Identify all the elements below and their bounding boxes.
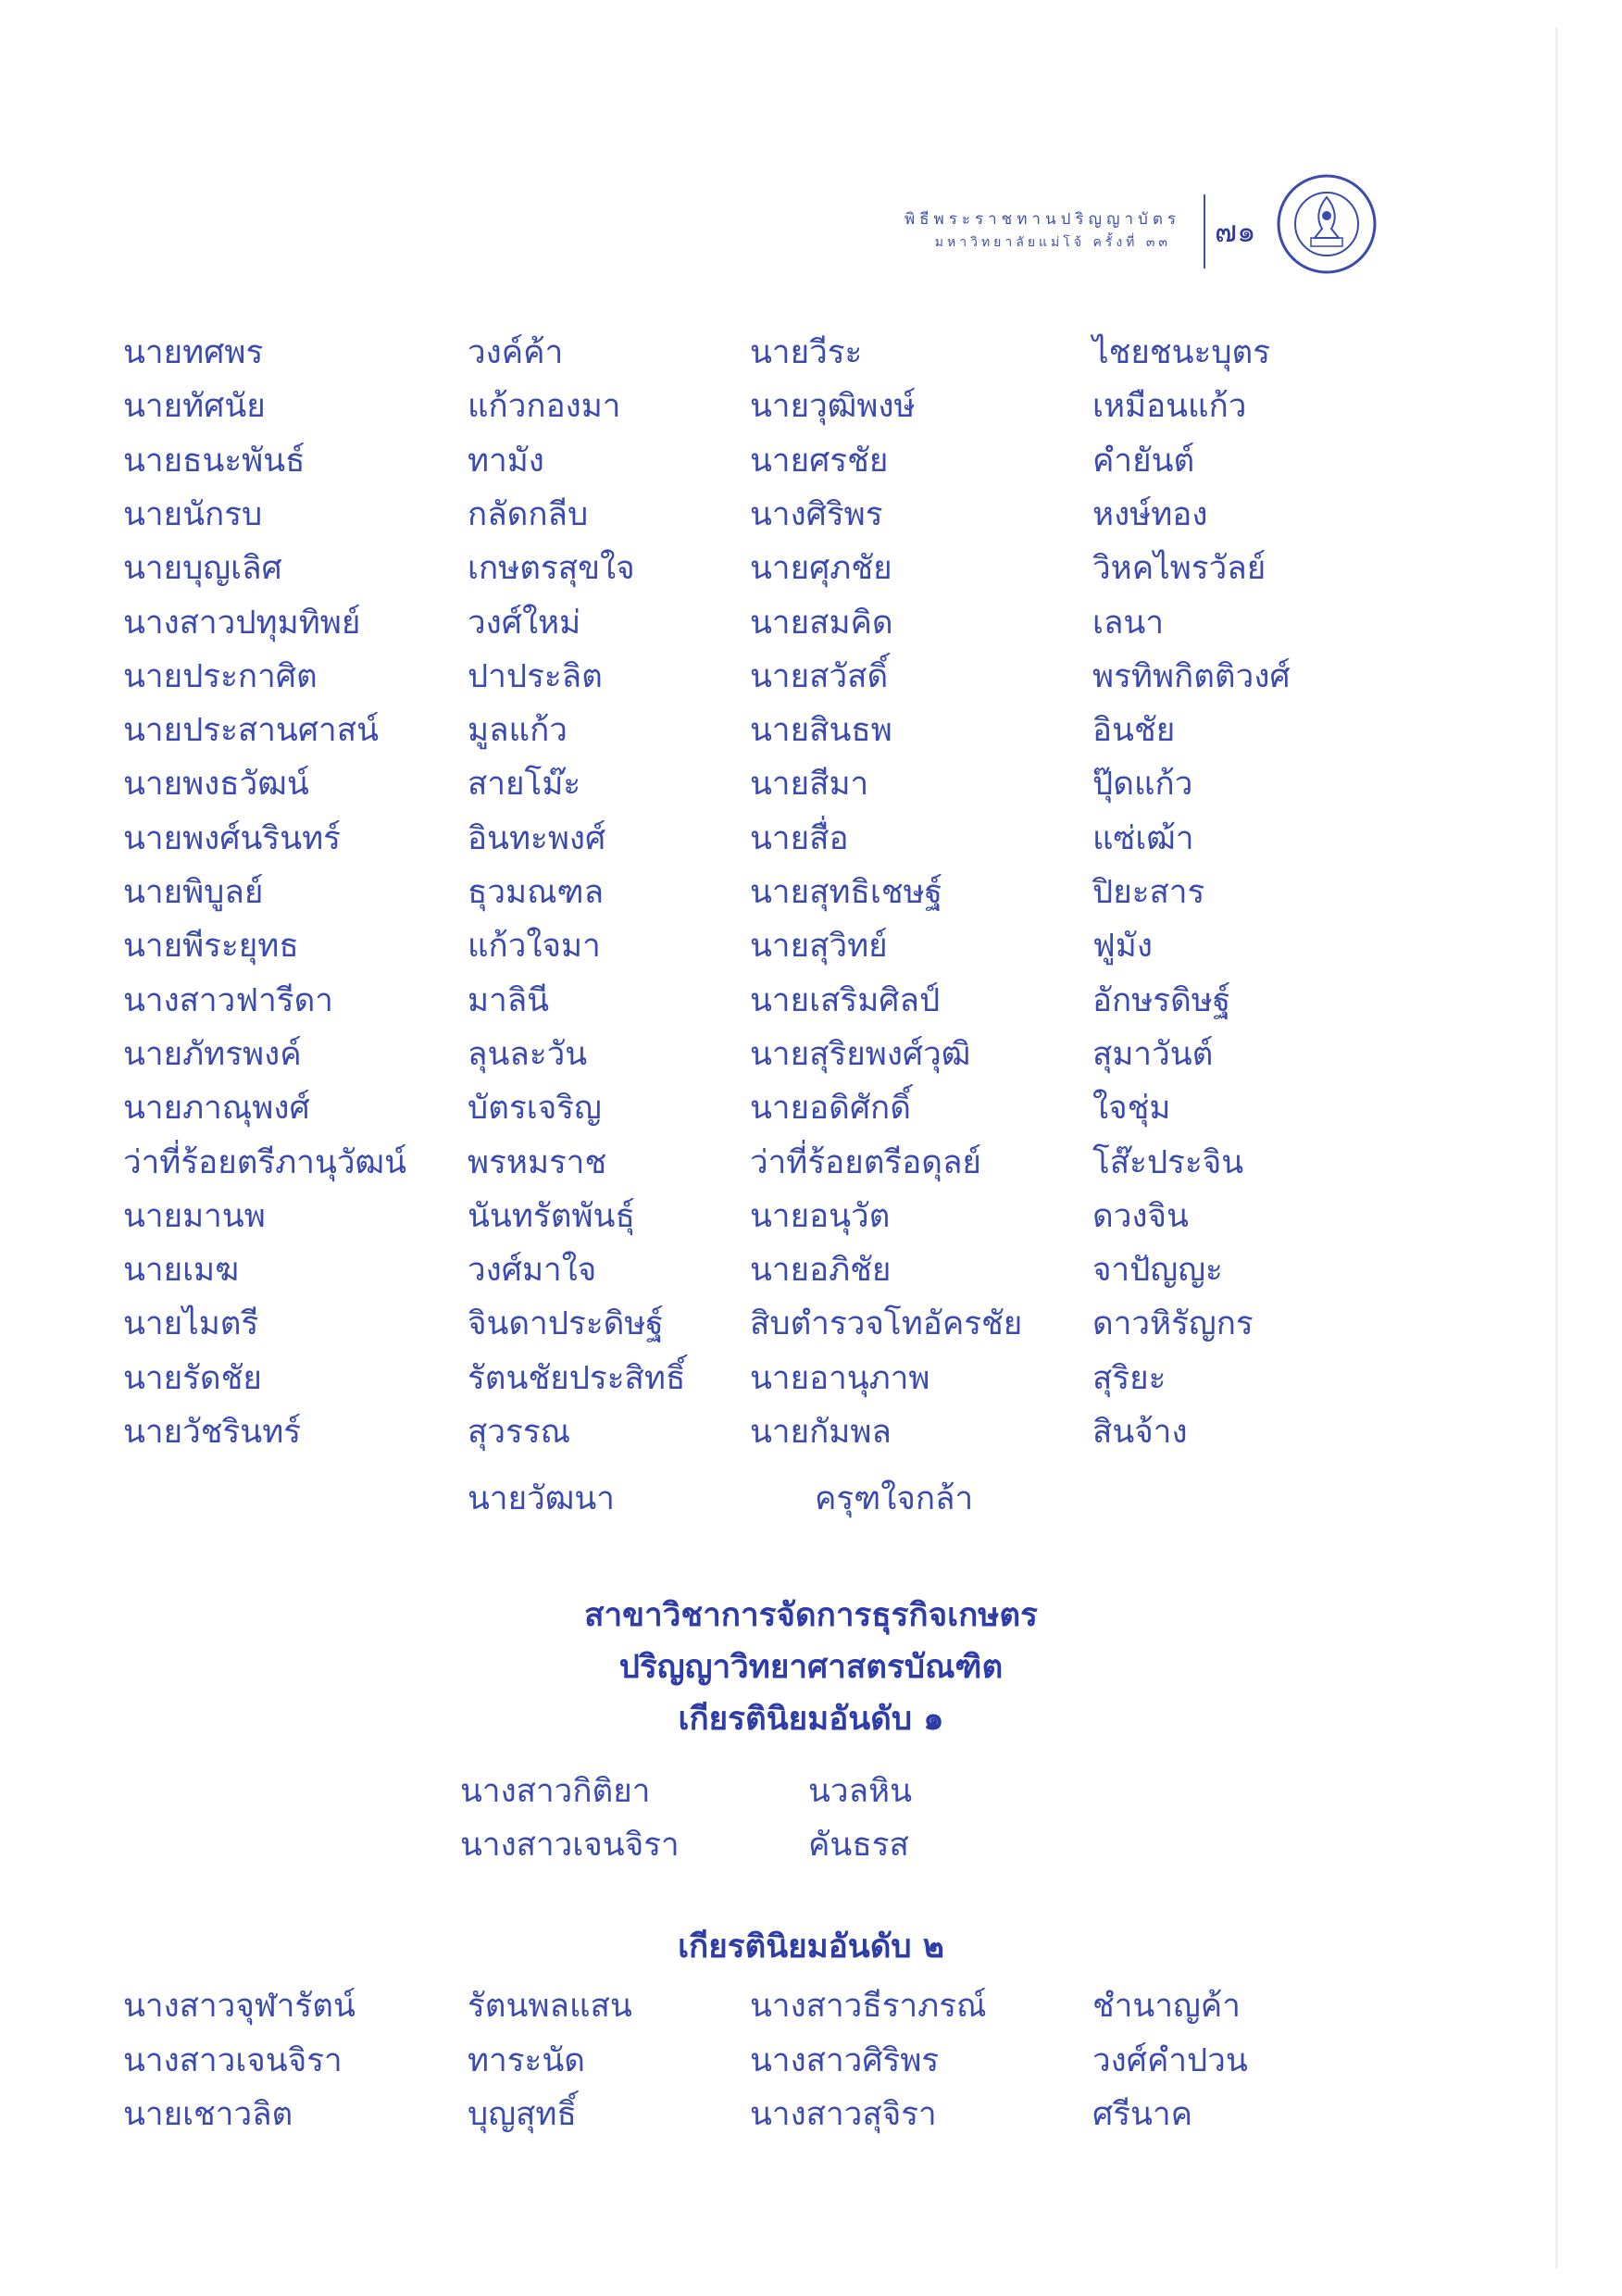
- surname: จินดาประดิษฐ์: [468, 1305, 664, 1343]
- surname: คันธรส: [808, 1827, 909, 1864]
- graduate-name-row: [0, 650, 1622, 704]
- surname: ฟูมัง: [1092, 928, 1153, 966]
- given-name: นายประกาศิต: [123, 657, 318, 695]
- given-name: นายบุญเลิศ: [123, 550, 282, 588]
- given-name: นายสุริยพงศ์วุฒิ: [750, 1035, 971, 1073]
- given-name: นายกัมพล: [750, 1414, 892, 1451]
- honor-2-name-row: [0, 2034, 1622, 2088]
- graduate-name-row: [0, 326, 1622, 380]
- surname: บัตรเจริญ: [468, 1090, 602, 1128]
- surname: กลัดกลีบ: [468, 495, 589, 533]
- given-name: นายทัศนัย: [123, 388, 266, 426]
- surname: สุวรรณ: [468, 1414, 571, 1451]
- given-name: นายอดิศักดิ์: [750, 1090, 911, 1128]
- given-name: นายมานพ: [123, 1197, 266, 1235]
- honor-1-name-row: [0, 1765, 1622, 1818]
- given-name: นายสื่อ: [750, 819, 849, 857]
- surname: มาลินี: [468, 981, 550, 1019]
- graduate-name-row: [0, 1297, 1622, 1351]
- surname: ธุวมณฑล: [468, 874, 605, 911]
- given-name: ว่าที่ร้อยตรีภานุวัฒน์: [123, 1143, 407, 1181]
- surname: วงศ์มาใจ: [468, 1252, 597, 1290]
- graduate-name-row: [0, 1352, 1622, 1405]
- given-name: นายวัชรินทร์: [123, 1414, 302, 1451]
- graduate-name-row: [0, 434, 1622, 488]
- surname: ลุนละวัน: [468, 1035, 588, 1073]
- given-name: นางสาวปทุมทิพย์: [123, 604, 361, 642]
- surname: สุริยะ: [1092, 1359, 1167, 1397]
- graduate-name-row: [0, 974, 1622, 1028]
- graduate-name-row: [0, 1190, 1622, 1243]
- page-header: [889, 171, 1389, 273]
- given-name: นายสุวิทย์: [750, 928, 888, 966]
- given-name: นายพงธวัฒน์: [123, 766, 309, 804]
- ceremony-title: พิธีพระราชทานปริญญาบัตร: [904, 210, 1180, 229]
- graduate-name-row: [0, 1136, 1622, 1190]
- given-name: นางสาวศิริพร: [750, 2041, 940, 2079]
- surname: ปุ๊ดแก้ว: [1092, 766, 1193, 804]
- surname: พรหมราช: [468, 1143, 607, 1181]
- given-name: นายสุทธิเชษฐ์: [750, 874, 942, 911]
- given-name: นายนักรบ: [123, 495, 263, 533]
- honor-2-title: เกียรตินิยมอันดับ ๒: [678, 1928, 944, 1965]
- given-name: นายเชาวลิต: [123, 2096, 293, 2133]
- given-name: นายอภิชัย: [750, 1252, 892, 1290]
- section-title: สาขาวิชาการจัดการธุรกิจเกษตร: [584, 1597, 1038, 1634]
- surname: ไชยชนะบุตร: [1092, 334, 1271, 371]
- university-seal-logo: [1276, 173, 1378, 275]
- graduate-name-row: [0, 542, 1622, 595]
- graduate-name-row: [0, 757, 1622, 811]
- given-name: นายสวัสดิ์: [750, 657, 889, 695]
- given-name: นายอานุภาพ: [750, 1359, 930, 1397]
- surname: นวลหิน: [808, 1773, 913, 1810]
- graduate-name-row: [0, 1243, 1622, 1297]
- degree-title: ปริญญาวิทยาศาสตรบัณฑิต: [618, 1649, 1004, 1686]
- honor-2-name-row: [0, 1979, 1622, 2033]
- given-name: นายภัทรพงค์: [123, 1035, 302, 1073]
- given-name: นางสาวกิติยา: [460, 1773, 651, 1810]
- surname: เกษตรสุขใจ: [468, 550, 635, 588]
- surname: ครุฑใจกล้า: [815, 1480, 974, 1517]
- honor-1-title: เกียรตินิยมอันดับ ๑: [678, 1701, 944, 1738]
- header-divider: [1204, 194, 1205, 268]
- graduate-name-row: [0, 704, 1622, 757]
- given-name: นายพีระยุทธ: [123, 928, 299, 966]
- surname: บุญสุทธิ์: [468, 2096, 577, 2133]
- given-name: นายสีมา: [750, 766, 869, 804]
- surname: หงษ์ทอง: [1092, 495, 1208, 533]
- honor-2-name-row: [0, 2088, 1622, 2141]
- given-name: นายอนุวัต: [750, 1197, 891, 1235]
- university-edition: มหาวิทยาลัยแม่โจ้ ครั้งที่ ๓๓: [934, 235, 1171, 250]
- given-name: นายศรชัย: [750, 442, 889, 480]
- surname: สินจ้าง: [1092, 1414, 1188, 1451]
- graduate-name-row: [0, 919, 1622, 973]
- honor-1-name-row: [0, 1818, 1622, 1872]
- surname: ชำนาญค้า: [1092, 1988, 1241, 2025]
- given-name: นายไมตรี: [123, 1305, 259, 1343]
- given-name: นายพงศ์นรินทร์: [123, 819, 341, 857]
- graduate-name-row: [0, 1472, 1622, 1526]
- surname: สายโม๊ะ: [468, 766, 581, 804]
- surname: ใจชุ่ม: [1092, 1090, 1171, 1128]
- given-name: นายรัดชัย: [123, 1359, 262, 1397]
- surname: ศรีนาค: [1092, 2096, 1193, 2133]
- given-name: นายสมคิด: [750, 604, 893, 642]
- surname: โส๊ะประจิน: [1092, 1143, 1244, 1181]
- given-name: นายภาณุพงศ์: [123, 1090, 310, 1128]
- graduate-name-row: [0, 1081, 1622, 1135]
- given-name: นางสาวธีราภรณ์: [750, 1988, 987, 2025]
- given-name: นายเมฆ: [123, 1252, 240, 1290]
- given-name: นางสาวจุฬารัตน์: [123, 1988, 356, 2025]
- surname: วิหคไพรวัลย์: [1092, 550, 1266, 588]
- graduate-name-row: [0, 812, 1622, 866]
- given-name: ว่าที่ร้อยตรีอดุลย์: [750, 1143, 981, 1181]
- given-name: นางสาวฟารีดา: [123, 981, 333, 1019]
- page-number: ๗๑: [1215, 214, 1256, 249]
- surname: วงศ์คำปวน: [1092, 2041, 1248, 2079]
- given-name: นายประสานศาสน์: [123, 712, 380, 750]
- given-name: นางสาวเจนจิรา: [123, 2041, 343, 2079]
- surname: คำยันต์: [1092, 442, 1195, 480]
- surname: แก้วใจมา: [468, 928, 601, 966]
- given-name: นายศุภชัย: [750, 550, 892, 588]
- surname: รัตนพลแสน: [468, 1988, 632, 2025]
- surname: แก้วกองมา: [468, 388, 621, 426]
- surname: จาปัญญะ: [1092, 1252, 1223, 1290]
- surname: ทาระนัด: [468, 2041, 585, 2079]
- surname: เหมือนแก้ว: [1092, 388, 1247, 426]
- surname: วงค์ค้า: [468, 334, 564, 371]
- surname: ดาวหิรัญกร: [1092, 1305, 1254, 1343]
- surname: ปิยะสาร: [1092, 874, 1205, 911]
- given-name: นายวุฒิพงษ์: [750, 388, 916, 426]
- surname: ปาประลิต: [468, 657, 603, 695]
- surname: อักษรดิษฐ์: [1092, 981, 1231, 1019]
- given-name: นางศิริพร: [750, 495, 883, 533]
- given-name: นายทศพร: [123, 334, 264, 371]
- graduate-name-row: [0, 596, 1622, 650]
- given-name: นายธนะพันธ์: [123, 442, 306, 480]
- graduate-name-row: [0, 1405, 1622, 1459]
- given-name: นายสินธพ: [750, 712, 892, 750]
- surname: สุมาวันต์: [1092, 1035, 1214, 1073]
- given-name: นายเสริมศิลป์: [750, 981, 941, 1019]
- surname: แซ่เฒ้า: [1092, 819, 1194, 857]
- surname: ทามัง: [468, 442, 544, 480]
- surname: พรทิพกิตติวงศ์: [1092, 657, 1291, 695]
- surname: นันทรัตพันธุ์: [468, 1197, 635, 1235]
- surname: เลนา: [1092, 604, 1164, 642]
- given-name: นายพิบูลย์: [123, 874, 264, 911]
- surname: รัตนชัยประสิทธิ์: [468, 1359, 686, 1397]
- surname: อินชัย: [1092, 712, 1176, 750]
- surname: ดวงจิน: [1092, 1197, 1189, 1235]
- given-name: นางสาวสุจิรา: [750, 2096, 937, 2133]
- surname: วงศ์ใหม่: [468, 604, 581, 642]
- graduate-name-row: [0, 1028, 1622, 1081]
- given-name: สิบตำรวจโทอัครชัย: [750, 1305, 1023, 1343]
- given-name: นางสาวเจนจิรา: [460, 1827, 680, 1864]
- graduate-name-row: [0, 380, 1622, 433]
- graduate-name-row: [0, 488, 1622, 542]
- surname: มูลแก้ว: [468, 712, 568, 750]
- given-name: นายวีระ: [750, 334, 863, 371]
- surname: อินทะพงศ์: [468, 819, 606, 857]
- graduate-name-row: [0, 866, 1622, 919]
- given-name: นายวัฒนา: [468, 1480, 615, 1517]
